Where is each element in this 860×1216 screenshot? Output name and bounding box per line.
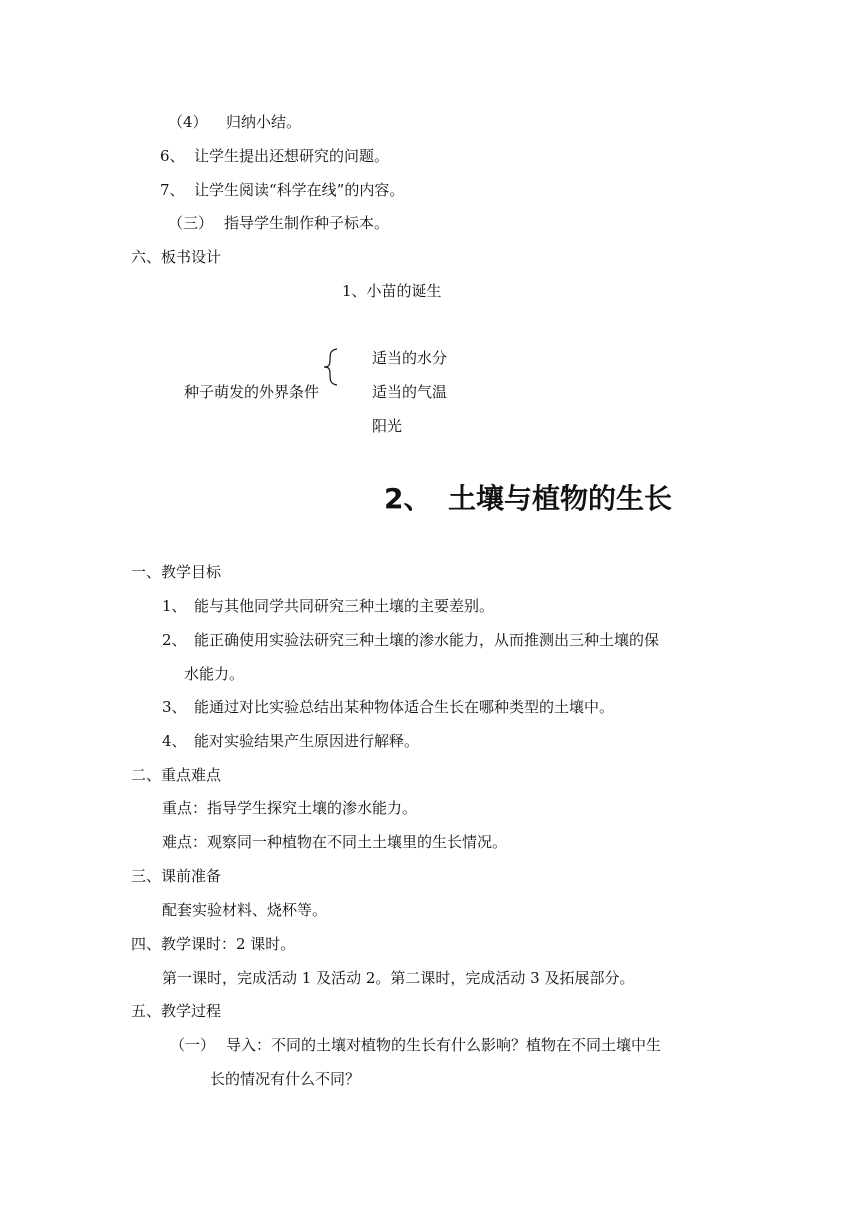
section-3-number: （三） xyxy=(168,214,214,232)
lesson-title: 土壤与植物的生长 xyxy=(448,482,673,515)
goal-1-text: 能与其他同学共同研究三种土壤的主要差别。 xyxy=(194,597,495,615)
board-item-temperature: 适当的气温 xyxy=(372,383,448,401)
board-item-sunlight: 阳光 xyxy=(372,417,403,435)
goal-4-number: 4、 xyxy=(162,732,187,750)
prep-text: 配套实验材料、烧杯等。 xyxy=(162,901,328,919)
item-7-text: 让学生阅读“科学在线”的内容。 xyxy=(194,181,405,199)
board-title: 1、小苗的诞生 xyxy=(342,282,442,300)
goal-3-text: 能通过对比实验总结出某种物体适合生长在哪种类型的土壤中。 xyxy=(194,698,615,716)
goal-2-number: 2、 xyxy=(162,631,187,649)
focus-heading: 二、重点难点 xyxy=(131,766,222,784)
goals-heading: 一、教学目标 xyxy=(131,563,222,581)
item-6-number: 6、 xyxy=(160,147,185,165)
intro-text: 导入：不同的土壤对植物的生长有什么影响？植物在不同土壤中生 xyxy=(226,1036,662,1054)
goal-1-number: 1、 xyxy=(162,597,187,615)
goal-2-text: 能正确使用实验法研究三种土壤的渗水能力，从而推测出三种土壤的保 xyxy=(194,631,660,649)
item-7-number: 7、 xyxy=(160,181,185,199)
intro-number: （一） xyxy=(170,1036,216,1054)
goal-4-text: 能对实验结果产生原因进行解释。 xyxy=(194,732,420,750)
goal-3-number: 3、 xyxy=(162,698,187,716)
item-6-text: 让学生提出还想研究的问题。 xyxy=(194,147,390,165)
difficult-point: 难点：观察同一种植物在不同土土壤里的生长情况。 xyxy=(162,833,508,851)
hours-heading: 四、教学课时：2 课时。 xyxy=(131,935,296,953)
process-heading: 五、教学过程 xyxy=(131,1002,222,1020)
board-design-heading: 六、板书设计 xyxy=(131,248,222,266)
key-point: 重点：指导学生探究土壤的渗水能力。 xyxy=(162,799,418,817)
brace-icon xyxy=(322,348,340,386)
board-label: 种子萌发的外界条件 xyxy=(184,383,320,401)
intro-text-continued: 长的情况有什么不同？ xyxy=(210,1070,361,1088)
step-4-number: （4） xyxy=(168,113,208,131)
lesson-title-number: 2、 xyxy=(384,482,432,515)
goal-2-text-continued: 水能力。 xyxy=(184,665,245,683)
board-item-water: 适当的水分 xyxy=(372,349,448,367)
hours-text: 第一课时，完成活动 1 及活动 2。第二课时，完成活动 3 及拓展部分。 xyxy=(162,969,635,987)
section-3-text: 指导学生制作种子标本。 xyxy=(224,214,390,232)
prep-heading: 三、课前准备 xyxy=(131,867,222,885)
step-4-text: 归纳小结。 xyxy=(226,113,302,131)
